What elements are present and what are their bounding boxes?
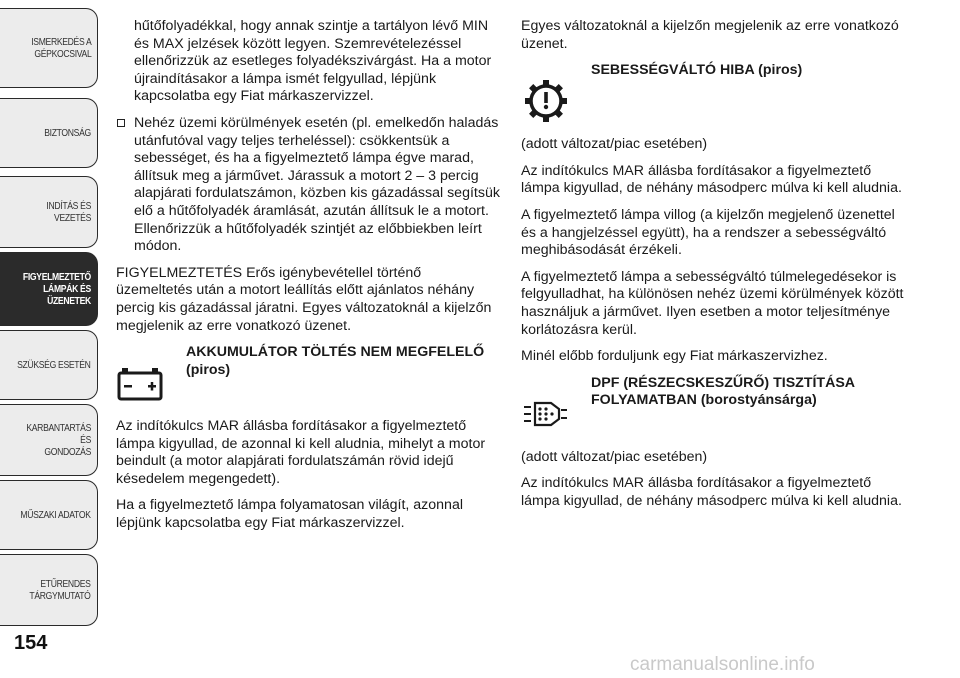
paragraph: A figyelmeztető lámpa a sebességváltó túlmelegedésekor is felgyulladhat, ha különösen nehéz üzemi körülmények között használjuk a járművet. Ilyen esetben a motor teljesítménye korlátozásra kerül. [521, 268, 904, 338]
battery-icon [116, 358, 166, 408]
gear-warning-icon [521, 76, 571, 126]
tab-inditas[interactable]: INDÍTÁS ÉS VEZETÉS [0, 176, 98, 248]
warning-paragraph: FIGYELMEZTETÉS Erős igénybevétellel történő üzemeltetés után a motort leállítás előtt ajánlatos néhány percig kis gázadással járatni. Egyes változatoknál a kijelzőn megjelenik az erre vonatkozó üzenet. [116, 264, 492, 334]
bullet-item: Nehéz üzemi körülmények esetén (pl. emelkedőn haladás utánfutóval vagy teljes terheléssel): csökkentsük a sebességet, és ha a figyelmeztető lámpa égve marad, állítsuk meg a járművet. Járassuk a motort 2 – 3 percig alapjárati fordulatszámon, közben kis gázadással segítsük elő a hűtőfolyadék áramlását, azután állítsuk le a motort. Ellenőrizzük a hűtőfolyadék szintjét az előbbiekben leírt módon. [116, 115, 500, 256]
gearbox-heading: SEBESSÉGVÁLTÓ HIBA (piros) [591, 62, 803, 79]
tab-karbantartas[interactable]: KARBANTARTÁS ÉS GONDOZÁS [0, 404, 98, 476]
tab-figyelmezteto-active[interactable]: FIGYELMEZTETŐ LÁMPÁK ÉS ÜZENETEK [0, 252, 98, 326]
right-column [521, 18, 906, 520]
paragraph: Minél előbb forduljunk egy Fiat márkaszervizhez. [521, 348, 828, 365]
battery-heading: AKKUMULÁTOR TÖLTÉS NEM MEGFELELŐ (piros) [186, 344, 485, 378]
tab-ismerkedes[interactable]: ISMERKEDÉS A GÉPKOCSIVAL [0, 8, 98, 88]
paragraph: Egyes változatoknál a kijelzőn megjelenik az erre vonatkozó üzenet. [521, 18, 899, 52]
paragraph: Az indítókulcs MAR állásba fordításakor a figyelmeztető lámpa kigyullad, de azonnal ki kell aludnia, mihelyt a motor beindult (a motor alapjárati fordulatszámán rövid idejű késedelem megengedett). [116, 418, 486, 487]
paragraph: (adott változat/piac esetében) [521, 448, 708, 465]
battery-section [116, 344, 500, 404]
tab-targymutato[interactable]: ETŰRENDES TÁRGYMUTATÓ [0, 554, 98, 626]
left-column [116, 18, 500, 542]
tab-muszaki[interactable]: MŰSZAKI ADATOK [0, 480, 98, 550]
gearbox-section [521, 62, 906, 122]
watermark: carmanualsonline.info [630, 654, 815, 675]
paragraph: hűtőfolyadékkal, hogy annak szintje a tartályon lévő MIN és MAX jelzések között legyen. Szemrevételezéssel ellenőrizzük az esetleges folyadékszivárgást. Ha a motor újraindításakor a lámpa ismét felgyullad, lépjünk kapcsolatba egy Fiat márkaszervizzel. [134, 18, 492, 105]
page-number: 154 [14, 632, 48, 654]
tab-szukseg[interactable]: SZÜKSÉG ESETÉN [0, 330, 98, 400]
paragraph: A figyelmeztető lámpa villog (a kijelzőn megjelenő üzenettel és a hangjelzéssel együtt), ha a rendszer a sebességváltó meghibásodását érzékeli. [521, 206, 895, 259]
tab-biztonsag[interactable]: BIZTONSÁG [0, 98, 98, 168]
paragraph: Az indítókulcs MAR állásba fordításakor a figyelmeztető lámpa kigyullad, de néhány másodperc múlva ki kell aludnia. [521, 475, 902, 509]
chapter-sidebar [0, 0, 101, 640]
paragraph: Az indítókulcs MAR állásba fordításakor a figyelmeztető lámpa kigyullad, de néhány másodperc múlva ki kell aludnia. [521, 162, 902, 197]
dpf-heading: DPF (RÉSZECSKESZŰRŐ) TISZTÍTÁSA FOLYAMATBAN (borostyánsárga) [591, 374, 855, 409]
paragraph: Ha a figyelmeztető lámpa folyamatosan világít, azonnal lépjünk kapcsolatba egy Fiat márkaszervizzel. [116, 497, 463, 532]
paragraph: (adott változat/piac esetében) [521, 136, 708, 153]
dpf-section [521, 375, 906, 435]
dpf-filter-icon [521, 389, 571, 439]
